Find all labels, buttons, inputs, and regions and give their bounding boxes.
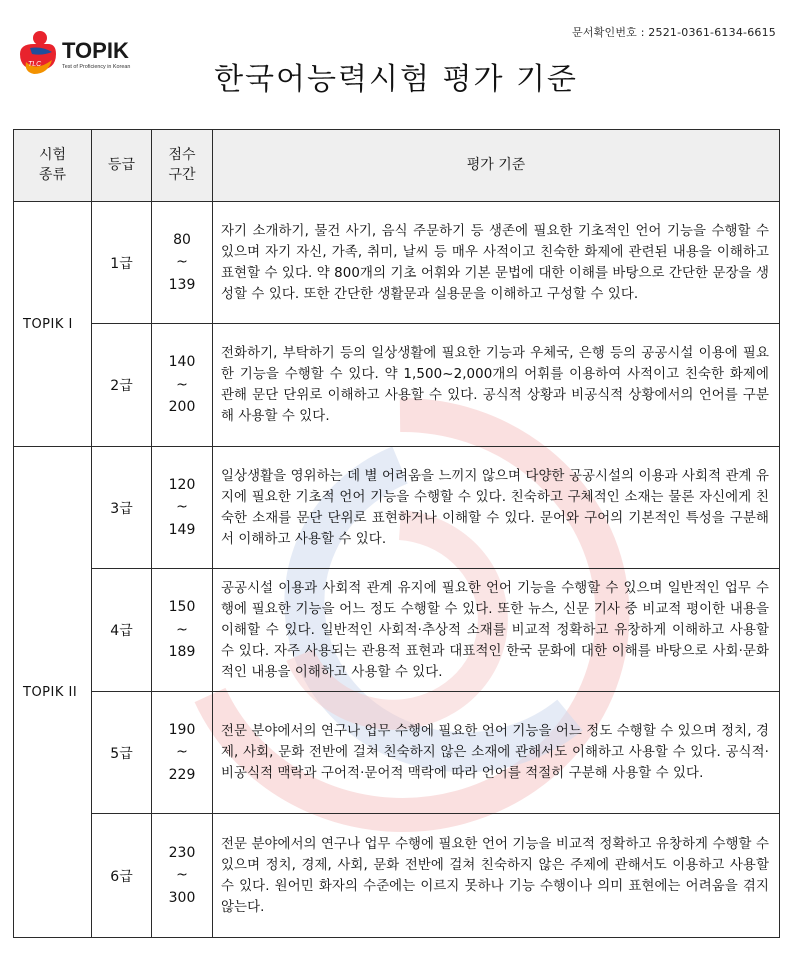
table-row xyxy=(14,202,780,324)
table-row xyxy=(14,324,780,447)
criteria-description: 전화하기, 부탁하기 등의 일상생활에 필요한 기능과 우체국, 은행 등의 공공시설 이용에 필요한 기능을 수행할 수 있다. 약 1,500~2,000개의 어휘를 이용하여 사적이고 친숙한 화제에 관해 문단 단위로 이해하고 사용할 수 있다. 공식적 상황과 비공식적 상황에서의 언어를 구분해 사용할 수 있다. xyxy=(213,324,780,447)
table-header-row xyxy=(14,130,780,202)
score-min: 230 xyxy=(168,844,196,861)
score-range-cell xyxy=(152,692,213,814)
score-tilde: ~ xyxy=(176,867,188,884)
header-exam-type-label: 시험 종류 xyxy=(38,146,67,183)
table-row xyxy=(14,692,780,814)
criteria-description: 일상생활을 영위하는 데 별 어려움을 느끼지 않으며 다양한 공공시설의 이용과 사회적 관계 유지에 필요한 기초적 언어 기능을 수행할 수 있다. 친숙하고 구체적인 소재는 물론 자신에게 친숙한 소재를 문단 단위로 표현하거나 이해할 수 있다. 문어와 구어의 기본적인 특성을 구분해서 이해하고 사용할 수 있다. xyxy=(213,447,780,569)
logo-badge-text: TLC xyxy=(28,61,42,68)
score-range-cell xyxy=(152,324,213,447)
score-range-cell xyxy=(152,569,213,692)
score-range-cell xyxy=(152,202,213,324)
header-level xyxy=(92,130,152,202)
level-cell: 3급 xyxy=(92,447,152,569)
score-range-cell xyxy=(152,447,213,569)
score-max: 200 xyxy=(168,399,196,416)
logo-sub-text: Test of Proficiency in Korean xyxy=(62,64,131,70)
level-cell: 1급 xyxy=(92,202,152,324)
score-tilde: ~ xyxy=(176,744,188,761)
score-tilde: ~ xyxy=(176,376,188,393)
criteria-description: 공공시설 이용과 사회적 관계 유지에 필요한 언어 기능을 수행할 수 있으며 일반적인 업무 수행에 필요한 기능을 어느 정도 수행할 수 있다. 또한 뉴스, 신문 기사 중 비교적 평이한 내용을 이해할 수 있다. 일반적인 사회적·추상적 소재를 비교적 정확하고 유창하게 이해하고 사용할 수 있다. 자주 사용되는 관용적 표현과 대표적인 한국 문화에 대한 이해를 바탕으로 사회·문화적인 내용을 이해하고 사용할 수 있다. xyxy=(213,569,780,692)
document-number: 문서확인번호 : 2521-0361-6134-6615 xyxy=(572,26,776,39)
header-score-range xyxy=(152,130,213,202)
score-min: 190 xyxy=(168,721,196,738)
score-range-cell xyxy=(152,814,213,938)
exam-type-cell: TOPIK I xyxy=(14,202,92,447)
evaluation-criteria-table xyxy=(13,129,780,938)
header-level-label: 등급 xyxy=(107,156,136,173)
table-row xyxy=(14,814,780,938)
score-tilde: ~ xyxy=(176,499,188,516)
score-tilde: ~ xyxy=(176,621,188,638)
criteria-description: 전문 분야에서의 연구나 업무 수행에 필요한 언어 기능을 비교적 정확하고 유창하게 수행할 수 있으며 정치, 경제, 사회, 문화 전반에 걸쳐 친숙하지 않은 주제에 관해서도 이용하고 사용할 수 있다. 원어민 화자의 수준에는 이르지 못하나 기능 수행이나 의미 표현에는 어려움을 겪지 않는다. xyxy=(213,814,780,938)
score-max: 139 xyxy=(168,276,196,293)
table-row xyxy=(14,569,780,692)
page-title: 한국어능력시험 평가 기준 xyxy=(214,62,578,97)
table-row xyxy=(14,447,780,569)
criteria-description: 전문 분야에서의 연구나 업무 수행에 필요한 언어 기능을 어느 정도 수행할 수 있으며 정치, 경제, 사회, 문화 전반에 걸쳐 친숙하지 않은 소재에 관해서도 이해하고 사용할 수 있다. 공식적·비공식적 맥락과 구어적·문어적 맥락에 따라 언어를 적절히 구분해 사용할 수 있다. xyxy=(213,692,780,814)
header-criteria xyxy=(213,130,780,202)
score-min: 120 xyxy=(168,476,196,493)
score-min: 150 xyxy=(168,599,196,616)
score-max: 149 xyxy=(168,521,196,538)
header-exam-type xyxy=(14,130,92,202)
exam-type-cell: TOPIK II xyxy=(14,447,92,938)
level-cell: 5급 xyxy=(92,692,152,814)
criteria-description: 자기 소개하기, 물건 사기, 음식 주문하기 등 생존에 필요한 기초적인 언어 기능을 수행할 수 있으며 자기 자신, 가족, 취미, 날씨 등 매우 사적이고 친숙한 화제에 관련된 내용을 이해하고 표현할 수 있다. 약 800개의 기초 어휘와 기본 문법에 대한 이해를 바탕으로 간단한 문장을 생성할 수 있다. 또한 간단한 생활문과 실용문을 이해하고 구성할 수 있다. xyxy=(213,202,780,324)
level-cell: 6급 xyxy=(92,814,152,938)
document-header xyxy=(0,0,792,125)
score-max: 189 xyxy=(168,644,196,661)
score-min: 80 xyxy=(173,231,191,248)
score-min: 140 xyxy=(168,354,196,371)
score-tilde: ~ xyxy=(176,254,188,271)
score-max: 229 xyxy=(168,766,196,783)
score-max: 300 xyxy=(168,889,196,906)
logo-main-text: TOPIK xyxy=(62,38,129,63)
level-cell: 2급 xyxy=(92,324,152,447)
level-cell: 4급 xyxy=(92,569,152,692)
header-score-range-label: 점수 구간 xyxy=(168,146,196,183)
header-criteria-label: 평가 기준 xyxy=(466,156,526,173)
